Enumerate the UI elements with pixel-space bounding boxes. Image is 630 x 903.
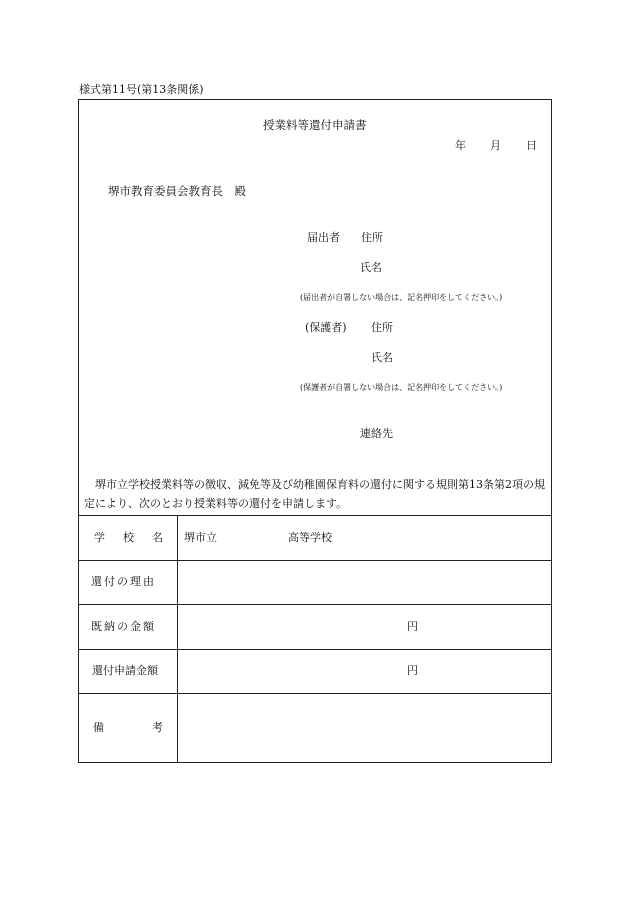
refund-reason-label: 還付の理由 <box>91 575 156 588</box>
date-day-label: 日 <box>526 139 537 152</box>
school-name-prefix: 堺市立 <box>184 531 217 544</box>
school-name-suffix: 高等学校 <box>288 531 332 544</box>
applicant-name-label: 氏名 <box>360 261 382 274</box>
guardian-role-label: (保護者) <box>305 321 347 334</box>
school-label-char-2: 校 <box>123 531 134 544</box>
guardian-name-label: 氏名 <box>371 351 393 364</box>
form-number-label: 様式第11号(第13条関係) <box>79 83 204 96</box>
date-month-label: 月 <box>490 139 501 152</box>
paid-amount-unit: 円 <box>407 620 418 633</box>
table-column-divider <box>177 515 178 763</box>
date-year-label: 年 <box>455 139 466 152</box>
addressee: 堺市教育委員会教育長 殿 <box>108 184 246 198</box>
table-top-border <box>78 515 552 516</box>
school-label-char-3: 名 <box>152 531 163 544</box>
refund-amount-unit: 円 <box>407 664 418 677</box>
body-text: 堺市立学校授業料等の徴収、減免等及び幼稚園保育料の還付に関する規則第13条第2項の規定により、次のとおり授業料等の還付を申請します。 <box>84 478 545 510</box>
table-row-divider <box>78 604 552 605</box>
applicant-note: (届出者が自署しない場合は、記名押印をしてください。) <box>300 293 503 302</box>
contact-label: 連絡先 <box>360 427 393 440</box>
table-row-divider <box>78 649 552 650</box>
document-title: 授業料等還付申請書 <box>263 118 367 132</box>
applicant-role-label: 届出者 <box>307 231 340 244</box>
remarks-label-char-2: 考 <box>152 721 163 734</box>
table-row-divider <box>78 693 552 694</box>
guardian-address-label: 住所 <box>371 321 393 334</box>
table-row-divider <box>78 560 552 561</box>
paid-amount-label: 既納の金額 <box>91 620 156 633</box>
school-label-char-1: 学 <box>94 531 105 544</box>
remarks-label-char-1: 備 <box>93 721 104 734</box>
refund-amount-label: 還付申請金額 <box>92 664 158 677</box>
applicant-address-label: 住所 <box>361 231 383 244</box>
guardian-note: (保護者が自署しない場合は、記名押印をしてください。) <box>300 383 503 392</box>
